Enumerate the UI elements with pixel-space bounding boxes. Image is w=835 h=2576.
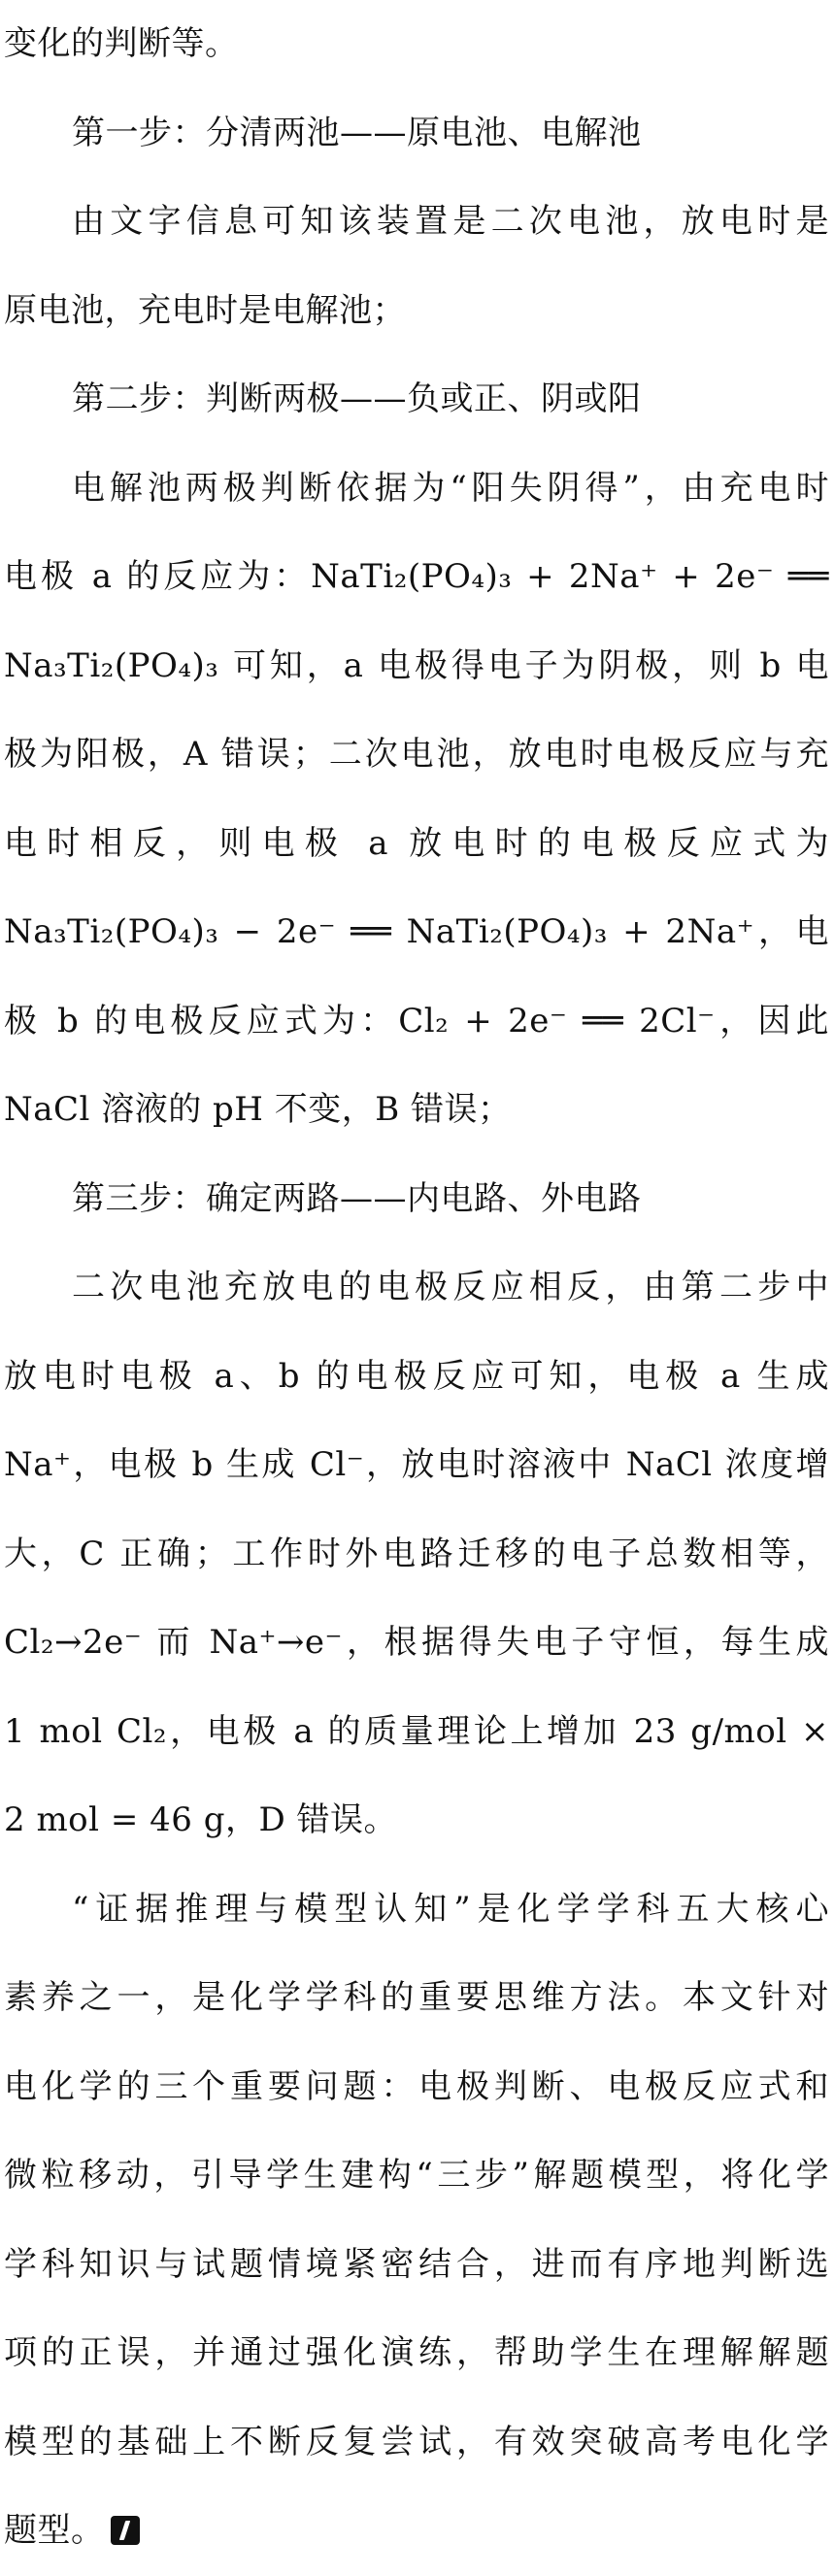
conclusion-line: “证据推理与模型认知”是化学学科五大核心	[72, 1889, 829, 1929]
text-line: 放电时电极 a、b 的电极反应可知，电极 a 生成	[4, 1356, 829, 1396]
conclusion-line: 素养之一，是化学学科的重要思维方法。本文针对	[4, 1978, 829, 2017]
equation-line: 电极 a 的反应为：NaTi₂(PO₄)₃ + 2Na⁺ + 2e⁻ ══	[4, 557, 829, 596]
conclusion-line: 模型的基础上不断反复尝试，有效突破高考电化学	[4, 2422, 829, 2461]
text-line: 原电池，充电时是电解池；	[4, 290, 406, 330]
conclusion-line: 项的正误，并通过强化演练，帮助学生在理解解题	[4, 2333, 829, 2372]
last-line-text: 题型。	[4, 2511, 105, 2550]
text-line: 1 mol Cl₂，电极 a 的质量理论上增加 23 g/mol ×	[4, 1711, 829, 1751]
text-line: 二次电池充放电的电极反应相反，由第二步中	[72, 1268, 829, 1306]
text-line: Na⁺，电极 b 生成 Cl⁻，放电时溶液中 NaCl 浓度增	[4, 1445, 829, 1484]
text-line: 极为阳极，A 错误；二次电池，放电时电极反应与充	[4, 735, 829, 774]
step-three-heading: 第三步：确定两路——内电路、外电路	[72, 1178, 642, 1218]
conclusion-last-line	[4, 2487, 829, 2576]
text-line: 变化的判断等。	[4, 24, 239, 63]
text-line: 大，C 正确；工作时外电路迁移的电子总数相等，	[4, 1534, 829, 1573]
conclusion-line: 微粒移动，引导学生建构“三步”解题模型，将化学	[4, 2156, 829, 2195]
text-line: 由文字信息可知该装置是二次电池，放电时是	[72, 202, 829, 241]
equation-line: 极 b 的电极反应式为：Cl₂ + 2e⁻ ══ 2Cl⁻，因此	[4, 1001, 829, 1040]
text-line: 电解池两极判断依据为“阳失阴得”，由充电时	[72, 468, 829, 508]
step-two-heading: 第二步：判断两极——负或正、阴或阳	[72, 380, 642, 418]
conclusion-line: 电化学的三个重要问题：电极判断、电极反应式和	[4, 2066, 829, 2106]
text-line: NaCl 溶液的 pH 不变，B 错误；	[4, 1090, 512, 1129]
text-line: 2 mol = 46 g，D 错误。	[4, 1800, 398, 1839]
article-end-icon	[111, 2516, 140, 2545]
text-line: 电时相反，则电极 a 放电时的电极反应式为	[4, 823, 829, 863]
conclusion-line: 学科知识与试题情境紧密结合，进而有序地判断选	[4, 2244, 829, 2284]
text-line: Cl₂→2e⁻ 而 Na⁺→e⁻，根据得失电子守恒，每生成	[4, 1623, 829, 1662]
equation-line: Na₃Ti₂(PO₄)₃ − 2e⁻ ══ NaTi₂(PO₄)₃ + 2Na⁺，电	[4, 912, 829, 951]
equation-line: Na₃Ti₂(PO₄)₃ 可知，a 电极得电子为阴极，则 b 电	[4, 645, 829, 685]
step-one-heading: 第一步：分清两池——原电池、电解池	[72, 113, 642, 152]
